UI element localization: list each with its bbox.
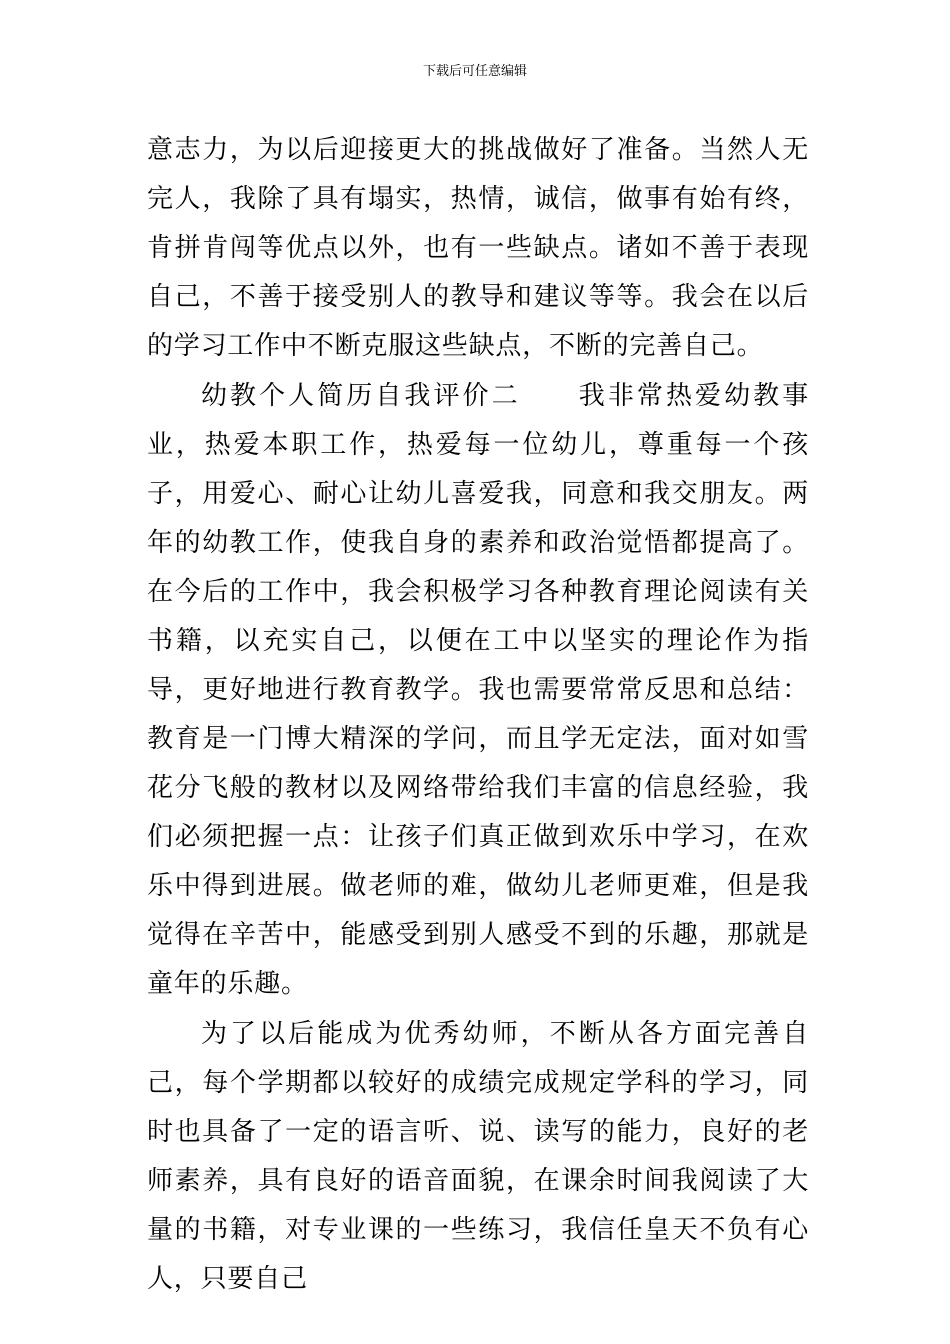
page-header: 下载后可任意编辑 xyxy=(422,64,527,79)
paragraph-2: 幼教个人简历自我评价二 我非常热爱幼教事业，热爱本职工作，热爱每一位幼儿，尊重每一个孩子，用爱心、耐心让幼儿喜爱我，同意和我交朋友。两年的幼教工作，使我自身的素养和政治觉悟都提高了。在今后的工作中，我会积极学习各种教育理论阅读有关书籍，以充实自己，以便在工中以坚实的理论作为指导，更好地进行教育教学。我也需要常常反思和总结：教育是一门博大精深的学问，而且学无定法，面对如雪花分飞般的教材以及网络带给我们丰富的信息经验，我们必须把握一点：让孩子们真正做到欢乐中学习，在欢乐中得到进展。做老师的难，做幼儿老师更难，但是我觉得在辛苦中，能感受到别人感受不到的乐趣，那就是童年的乐趣。 xyxy=(147,381,809,999)
paragraph-1: 意志力，为以后迎接更大的挑战做好了准备。当然人无完人，我除了具有塌实，热情，诚信，做事有始有终，肯拼肯闯等优点以外，也有一些缺点。诸如不善于表现自己，不善于接受别人的教导和建议等等。我会在以后的学习工作中不断克服这些缺点，不断的完善自己。 xyxy=(147,135,809,361)
paragraph-3: 为了以后能成为优秀幼师，不断从各方面完善自己，每个学期都以较好的成绩完成规定学科的学习，同时也具备了一定的语言听、说、读写的能力，良好的老师素养，具有良好的语音面貌，在课余时间我阅读了大量的书籍，对专业课的一些练习，我信任皇天不负有心人，只要自己 xyxy=(147,1019,809,1294)
document-body xyxy=(147,126,809,1304)
